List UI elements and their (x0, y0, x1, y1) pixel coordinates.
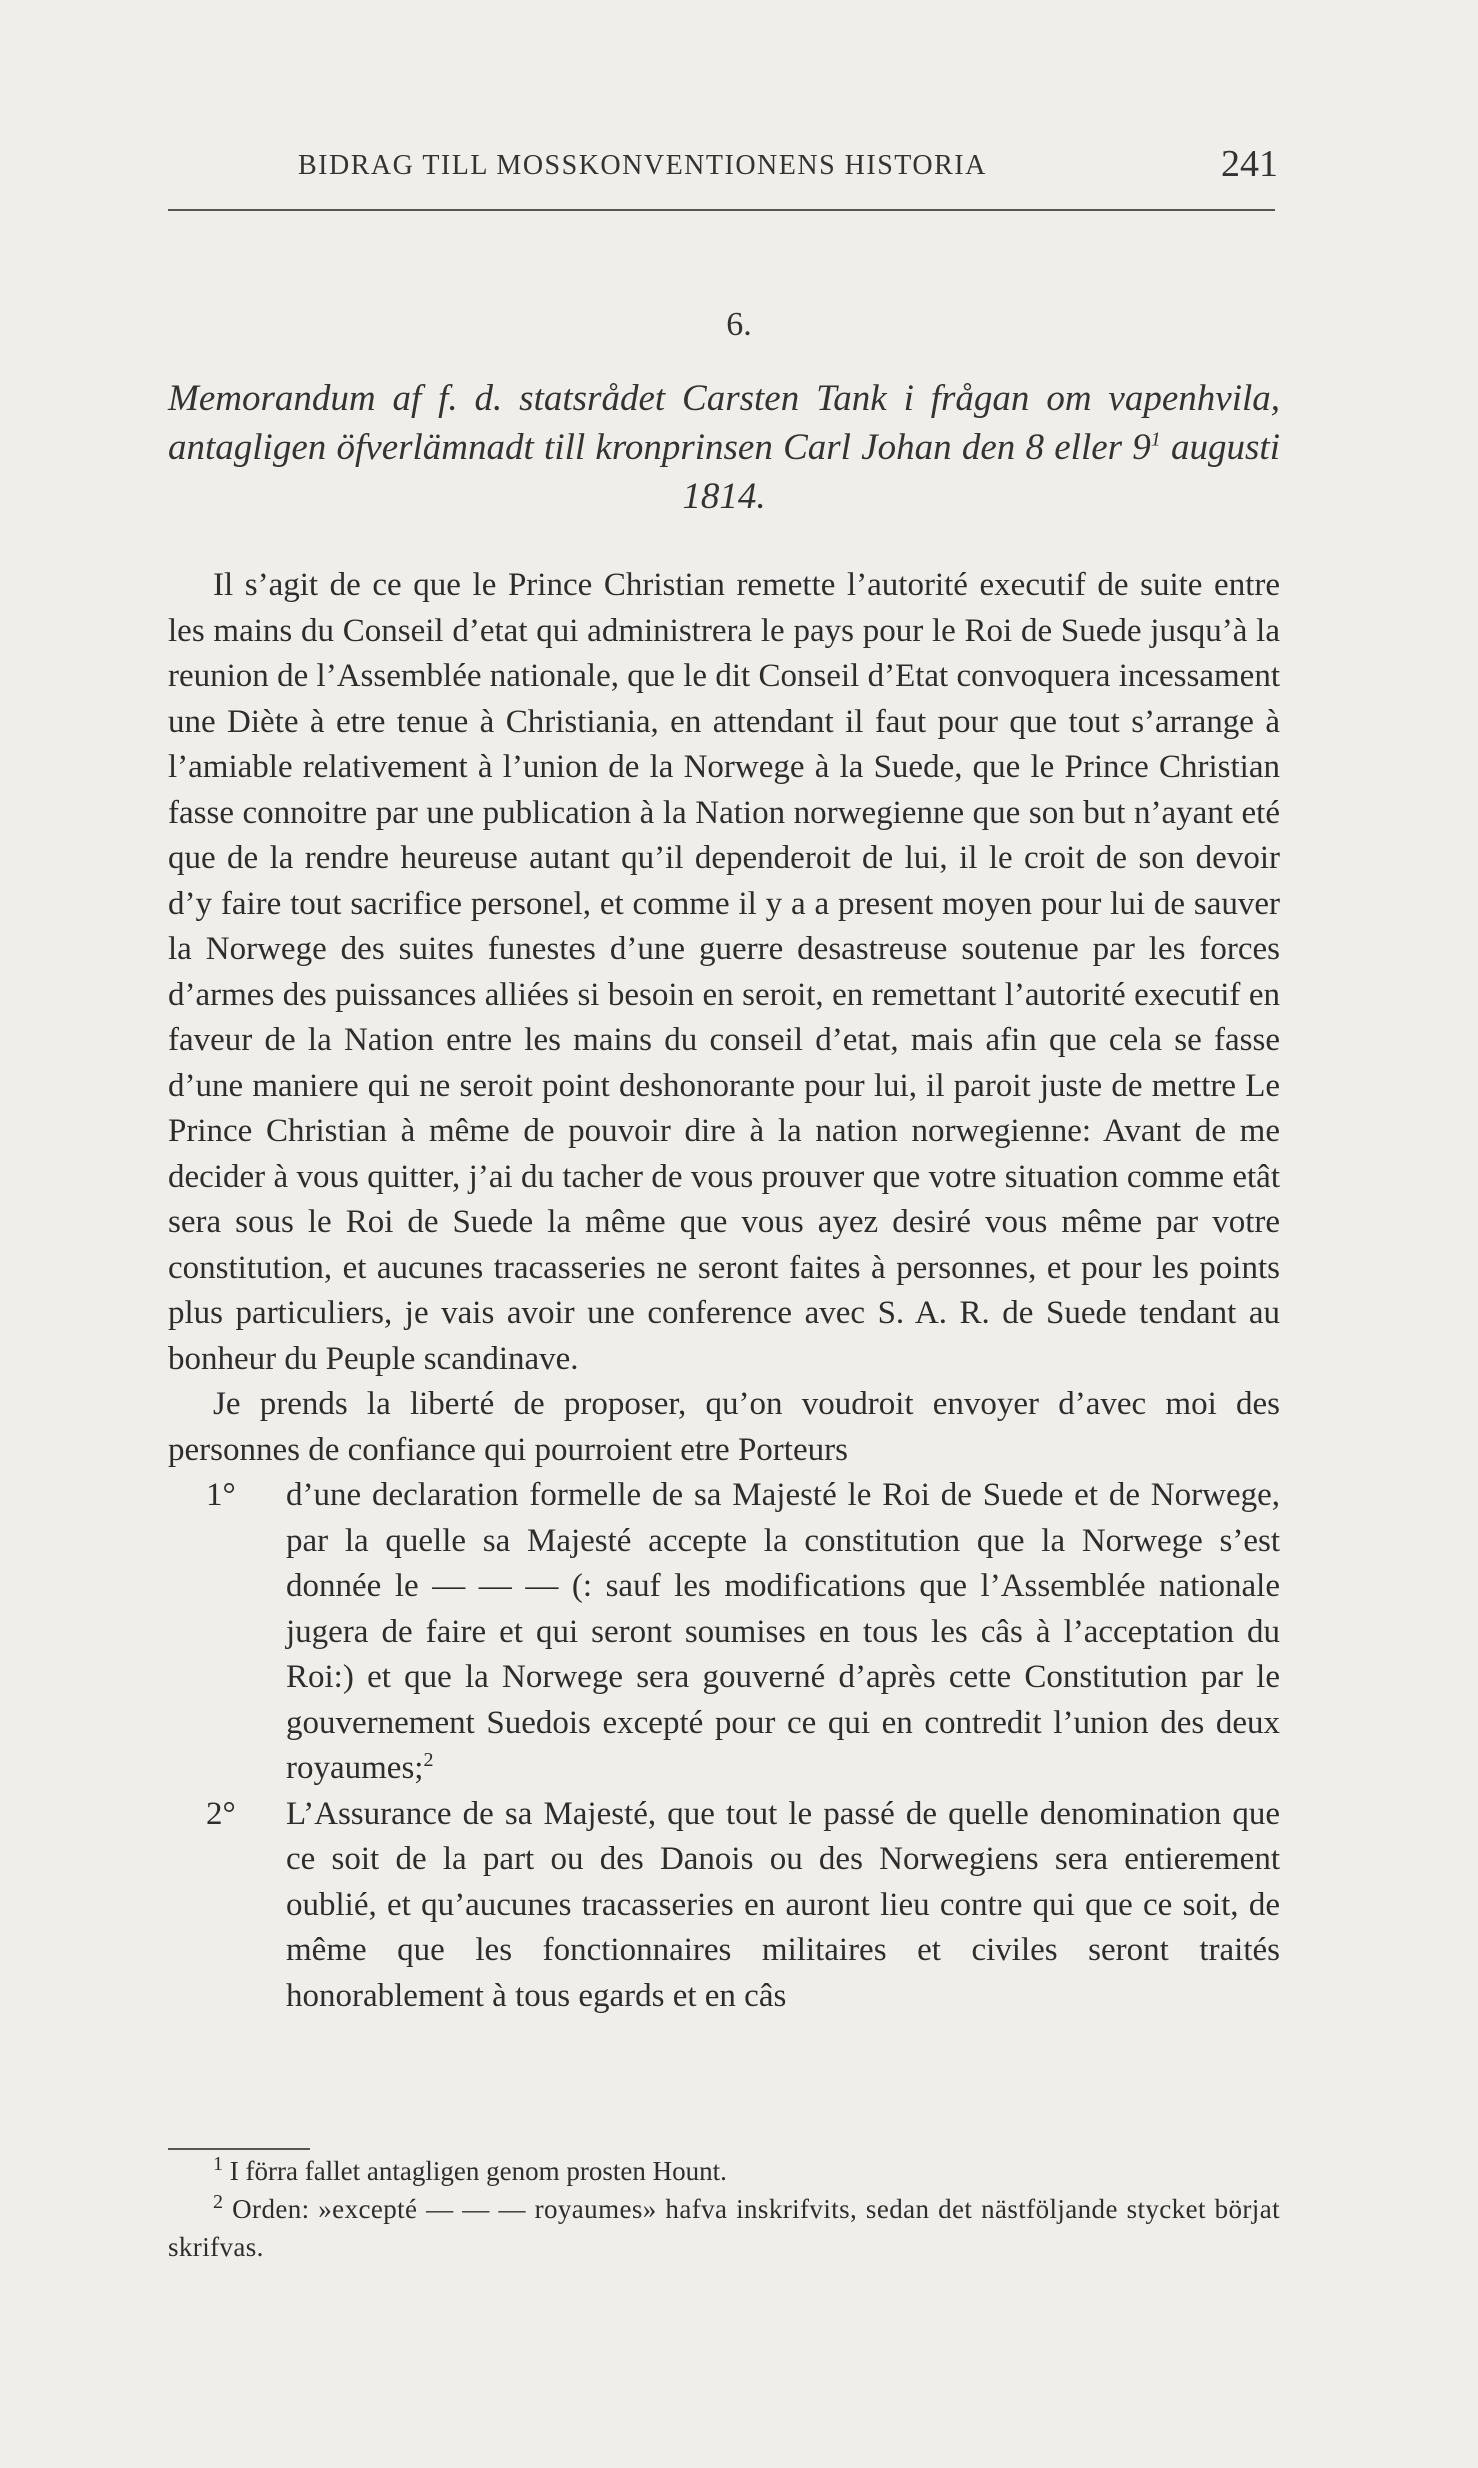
footnote-text: I förra fallet antagligen genom prosten Hount. (229, 2156, 727, 2186)
paragraph-1: Il s’agit de ce que le Prince Christian remette l’autorité executif de suite entre les mains du Conseil d’etat qui administrera le pays pour le Roi de Suede jusqu’à la reunion de l’Assemblée nationale, que le dit Conseil d’Etat convoquera incessament une Diète à etre tenue à Christiania, en attendant il faut pour que tout s’arrange à l’amiable relativement à l’union de la Norwege à la Suede, que le Prince Christian fasse connoitre par une publication à la Nation norwegienne que son but n’ayant eté que de la rendre heureuse autant qu’il dependeroit de lui, il le croit de son devoir d’y faire tout sacrifice personel, et comme il y a a present moyen pour lui de sauver la Norwege des suites funestes d’une guerre desastreuse soutenue par les forces d’armes des puissances alliées si besoin en seroit, en remettant l’autorité executif en faveur de la Nation entre les mains du conseil d’etat, mais afin que cela se fasse d’une maniere qui ne seroit point deshonorante pour lui, il paroit juste de mettre Le Prince Christian à même de pouvoir dire à la nation norwegienne: Avant de me decider à vous quitter, j’ai du tacher de vous prouver que votre situation comme etât sera sous le Roi de Suede la même que vous ayez desiré vous même par votre constitution, et aucunes tracasseries ne seront faites à personnes, et pour les points plus particuliers, je vais avoir une conference avec S. A. R. de Suede tendant au bonheur du Peuple scandinave. (168, 567, 1280, 1377)
page-number: 241 (1221, 143, 1278, 185)
section-number: 6. (726, 306, 752, 343)
document-title-text: Memorandum af f. d. statsrådet Carsten Tank i frågan om vapenhvila, antagligen öfverlämnadt till kronprinsen Carl Johan den 8 eller 9 (168, 378, 1280, 468)
document-title (168, 374, 1280, 521)
main-text (168, 563, 1280, 2019)
item-marker: 1° (206, 1477, 236, 1513)
numbered-item-1 (168, 1473, 1280, 1792)
footnotes (168, 2152, 1280, 2266)
running-title: BIDRAG TILL MOSSKONVENTIONENS HISTORIA (298, 150, 987, 181)
footnote-text: Orden: »excepté — — — royaumes» hafva inskrifvits, sedan det nästföljande stycket börjat skrifvas. (168, 2194, 1280, 2262)
item-text: L’Assurance de sa Majesté, que tout le passé de quelle denomination que ce soit de la part ou des Danois ou des Norwegiens sera entierement oublié, et qu’aucunes tracasseries en auront lieu contre qui que ce soit, de même que les fonctionnaires militaires et civiles seront traités honorablement à tous egards et en câs (286, 1795, 1280, 2014)
numbered-item-2 (168, 1792, 1280, 2020)
header-rule (168, 209, 1275, 211)
item-body (286, 1473, 1280, 1792)
footnote-rule (168, 2148, 310, 2150)
item-body (286, 1792, 1280, 2020)
footnote-number: 2 (213, 2191, 224, 2213)
footnote-1 (168, 2152, 1280, 2190)
paragraph-2: Je prends la liberté de proposer, qu’on voudroit envoyer d’avec moi des personnes de confiance qui pourroient etre Porteurs (168, 1386, 1280, 1468)
item-text: d’une declaration formelle de sa Majesté le Roi de Suede et de Norwege, par la quelle sa Majesté accepte la constitution que la Norwege s’est donnée le — — — (: sauf les modifications que l’Assemblée nationale jugera de faire et qui seront soumises en tous les câs à l’acceptation du Roi:) et que la Norwege sera gouverné d’après cette Constitution par le gouvernement Suedois excepté pour ce qui en contredit l’union des deux royaumes; (286, 1477, 1280, 1786)
page-header (298, 143, 1278, 190)
item-marker: 2° (206, 1795, 236, 1832)
footnote-number: 1 (213, 2153, 223, 2175)
title-footnote-ref: 1 (1150, 428, 1161, 451)
item-footnote-ref: 2 (423, 1749, 434, 1771)
document-title-date: augusti 1814. (682, 427, 1280, 517)
footnote-2 (168, 2190, 1280, 2266)
